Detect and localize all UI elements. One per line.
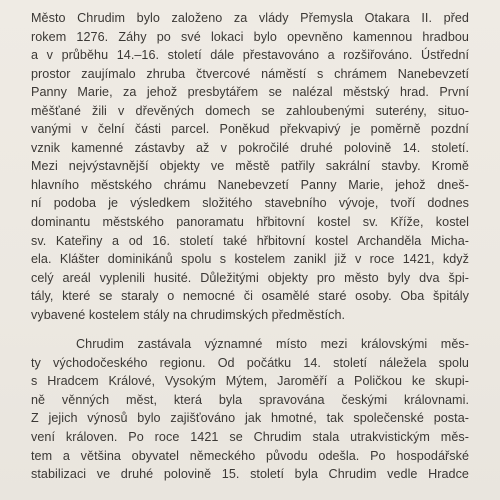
paragraph-2: [31, 335, 469, 483]
text-line: vznik kamenné zástavby až v pokročilé druhé polovině 14. století.: [31, 140, 469, 155]
paragraph-spacer: [31, 324, 469, 335]
text-line: ty východočeského regionu. Od počátku 14. století náležela spolu: [31, 355, 469, 370]
text-line: měšťané žili v dřevěných domech se zahloubenými suterény, situo-: [31, 103, 469, 118]
text-line: stabilizaci ve druhé polovině 15. století byla Chrudim vedle Hradce: [31, 467, 469, 482]
text-line: a v průběhu 14.–16. století dále přestavováno a rozšiřováno. Ústřední: [31, 48, 469, 63]
text-line: prostor zaujímalo zhruba čtvercové náměstí s chrámem Nanebevzetí: [31, 66, 469, 81]
text-line: tály, které se staraly o nemocné či osamělé staré osoby. Oba špitály: [31, 289, 469, 304]
text-line: Panny Marie, za jehož presbytářem se nalézal městský hrad. První: [31, 85, 469, 100]
text-line: Mezi nejvýstavnější objekty ve městě patřily sakrální stavby. Kromě: [31, 159, 469, 174]
text-line: sv. Kateřiny a od 16. století také hřbitovní kostel Archanděla Micha-: [31, 233, 469, 248]
text-line: Chrudim zastávala významné místo mezi královskými měs-: [76, 337, 469, 352]
text-line: Z jejich výnosů bylo zajišťováno jak hmotné, tak společenské posta-: [31, 411, 469, 426]
text-line: vanými v čelní části parcel. Poněkud překvapivý je poměrně pozdní: [31, 122, 469, 137]
text-line: tem a většina obyvatel německého původu odešla. Po hospodářské: [31, 448, 469, 463]
text-line: celý areál vyplenili husité. Důležitými objekty pro město byly dva špi-: [31, 270, 469, 285]
text-line: ní podoba je výsledkem složitého stavebního vývoje, tvoří dodnes: [31, 196, 469, 211]
text-line: vybavené kostelem stály na chrudimských předměstích.: [31, 307, 346, 322]
text-line: rokem 1276. Záhy po své lokaci bylo opevněno kamennou hradbou: [31, 29, 469, 44]
paragraph-1: [31, 9, 469, 324]
text-line: dominantu městského panoramatu hřbitovní kostel sv. Kříže, kostel: [31, 215, 469, 230]
text-line: hlavního městského chrámu Nanebevzetí Panny Marie, jehož dneš-: [31, 177, 469, 192]
text-line: ela. Klášter dominikánů spolu s kostelem zanikl již v roce 1421, když: [31, 252, 469, 267]
body-text: [31, 9, 469, 484]
text-line: s Hradcem Králové, Vysokým Mýtem, Jaroměří a Poličkou ke skupi-: [31, 374, 469, 389]
text-line: Město Chrudim bylo založeno za vlády Přemysla Otakara II. před: [31, 11, 469, 25]
text-line: vení královen. Po roce 1421 se Chrudim stala utrakvistickým měs-: [31, 430, 469, 445]
text-line: ně věnných měst, která byla spravována českými královnami.: [31, 392, 469, 407]
